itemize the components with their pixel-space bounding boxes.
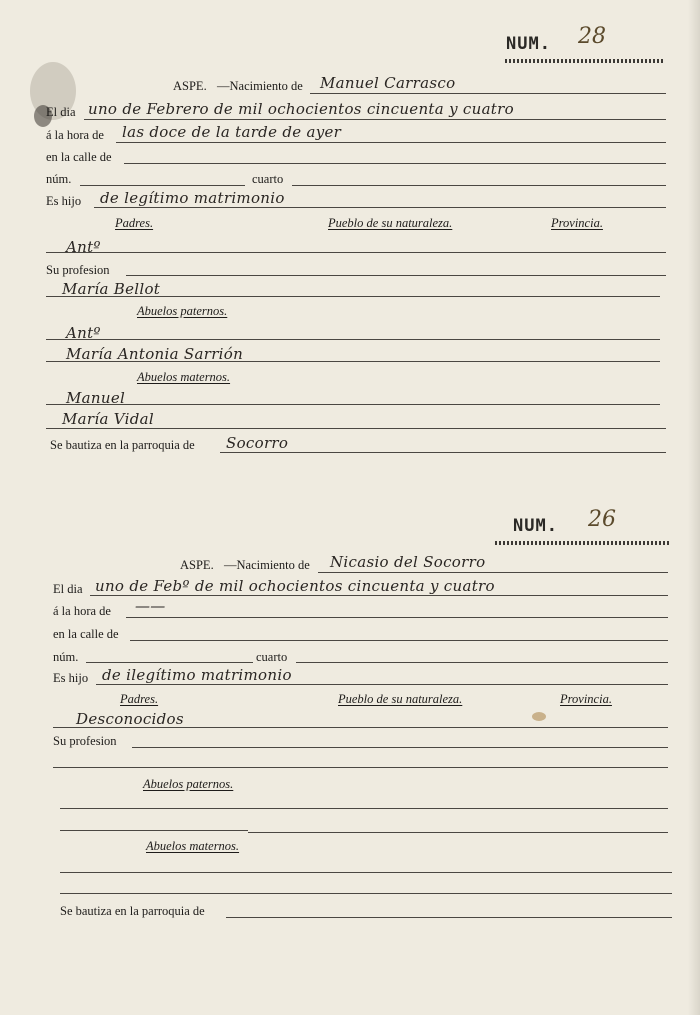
ornamental-rule	[505, 59, 665, 63]
dia-date-handwritten: uno de Febº de mil ochocientos cincuenta y cuatro	[95, 577, 495, 595]
abuelos-paternos-header: Abuelos paternos.	[137, 304, 228, 318]
madre-line	[46, 296, 660, 297]
abuelos-maternos-header: Abuelos maternos.	[146, 839, 240, 853]
record-number-value: 26	[588, 507, 616, 532]
abuelo-paterno-line	[60, 808, 668, 809]
profesion-label: Su profesion	[53, 734, 117, 748]
abuelos-paternos-header: Abuelos paternos.	[143, 777, 234, 791]
abuelos-maternos-header: Abuelos maternos.	[137, 370, 231, 384]
record-number-value: 28	[578, 24, 606, 49]
ink-blot	[532, 712, 546, 721]
calle-line	[130, 640, 668, 641]
blank-line	[53, 767, 668, 768]
provincia-header: Provincia.	[551, 216, 603, 230]
nacimiento-name-handwritten: Manuel Carrasco	[320, 74, 456, 92]
hora-label: á la hora de	[46, 128, 104, 142]
hora-handwritten: ——	[135, 597, 166, 615]
abuelo-paterno-handwritten: Antº	[66, 324, 101, 342]
page-fold-shadow	[688, 0, 700, 1015]
abuela-paterna-line-2	[248, 832, 668, 833]
cuarto-line	[296, 662, 668, 663]
hijo-label: Es hijo	[53, 671, 89, 685]
nacimiento-line	[310, 93, 666, 94]
hora-handwritten: las doce de la tarde de ayer	[122, 123, 342, 141]
padres-handwritten: Desconocidos	[76, 710, 184, 728]
abuela-paterna-line	[46, 361, 660, 362]
pueblo-header: Pueblo de su naturaleza.	[328, 216, 453, 230]
abuela-paterna-handwritten: María Antonia Sarrión	[66, 345, 244, 363]
padre-line	[46, 252, 666, 253]
padres-header: Padres.	[120, 692, 159, 706]
nacimiento-line	[318, 572, 668, 573]
nacimiento-name-handwritten: Nicasio del Socorro	[330, 553, 486, 571]
num-field-label: núm.	[53, 650, 79, 664]
dia-line	[90, 595, 668, 596]
padre-handwritten: Antº	[66, 238, 101, 256]
hora-label: á la hora de	[53, 604, 111, 618]
num-field-line	[86, 662, 253, 663]
nacimiento-label: —Nacimiento de	[224, 558, 310, 572]
town-label: ASPE.	[180, 558, 214, 572]
pueblo-header: Pueblo de su naturaleza.	[338, 692, 463, 706]
nacimiento-label: —Nacimiento de	[217, 79, 303, 93]
profesion-label: Su profesion	[46, 263, 110, 277]
abuelo-paterno-line	[46, 339, 660, 340]
abuela-paterna-line	[60, 830, 248, 831]
dia-label: El dia	[46, 105, 76, 119]
bautiza-label: Se bautiza en la parroquia de	[50, 438, 195, 452]
hijo-line	[96, 684, 668, 685]
padres-header: Padres.	[115, 216, 154, 230]
cuarto-label: cuarto	[252, 172, 284, 186]
hijo-handwritten: de legítimo matrimonio	[100, 189, 285, 207]
bautiza-line	[220, 452, 666, 453]
abuelo-materno-line	[46, 404, 660, 405]
abuela-materna-handwritten: María Vidal	[62, 410, 154, 428]
parroquia-handwritten: Socorro	[226, 434, 289, 452]
abuelo-materno-line	[60, 872, 672, 873]
hijo-handwritten: de ilegítimo matrimonio	[102, 666, 292, 684]
dia-date-handwritten: uno de Febrero de mil ochocientos cincuenta y cuatro	[88, 100, 514, 118]
abuela-materna-line	[60, 893, 672, 894]
cuarto-label: cuarto	[256, 650, 288, 664]
padres-line	[53, 727, 668, 728]
madre-handwritten: María Bellot	[62, 280, 161, 298]
calle-label: en la calle de	[53, 627, 119, 641]
dia-label: El dia	[53, 582, 83, 596]
town-label: ASPE.	[173, 79, 207, 93]
provincia-header: Provincia.	[560, 692, 612, 706]
abuelo-materno-handwritten: Manuel	[66, 389, 126, 407]
abuela-materna-line	[46, 428, 666, 429]
dia-line	[84, 119, 666, 120]
hora-line	[126, 617, 668, 618]
cuarto-line	[292, 185, 666, 186]
record-number-label: NUM.	[506, 34, 551, 54]
hora-line	[116, 142, 666, 143]
profesion-line	[132, 747, 668, 748]
hijo-line	[94, 207, 666, 208]
calle-label: en la calle de	[46, 150, 112, 164]
bautiza-label: Se bautiza en la parroquia de	[60, 904, 205, 918]
record-number-label: NUM.	[513, 516, 558, 536]
num-field-line	[80, 185, 245, 186]
bautiza-line	[226, 917, 672, 918]
calle-line	[124, 163, 666, 164]
hijo-label: Es hijo	[46, 194, 82, 208]
profesion-line	[126, 275, 666, 276]
num-field-label: núm.	[46, 172, 72, 186]
ornamental-rule	[495, 541, 670, 545]
